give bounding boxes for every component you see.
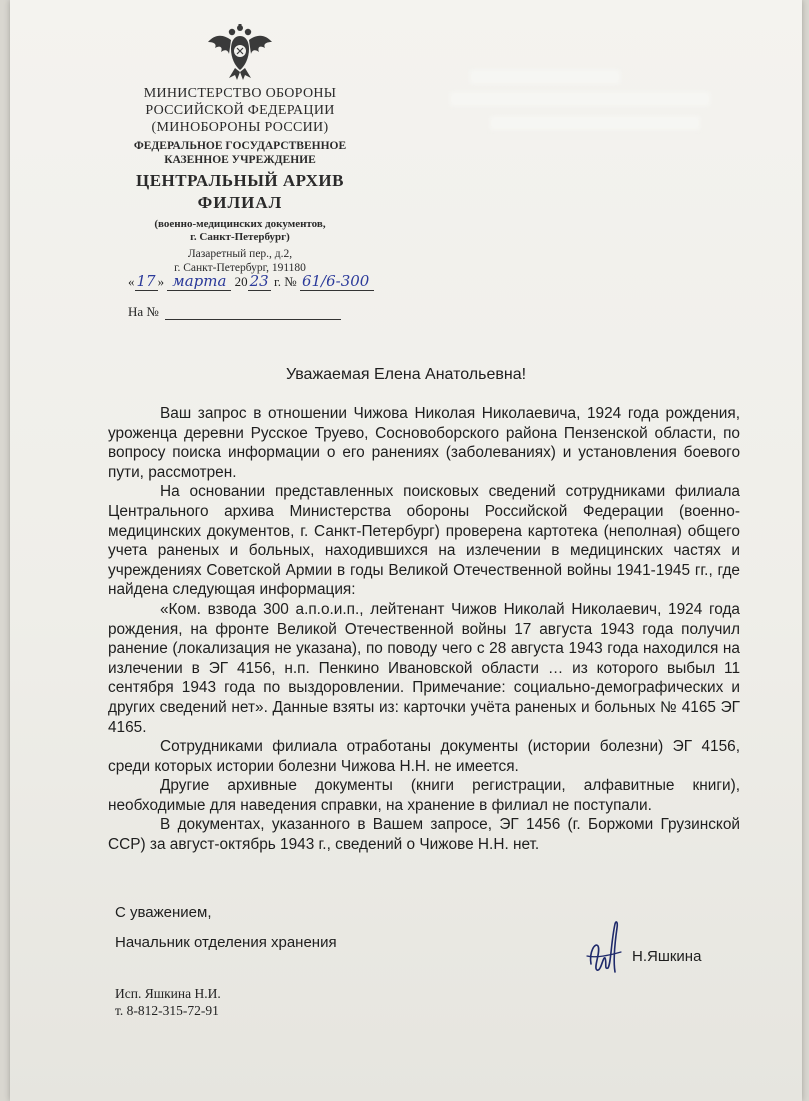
- outgoing-month: марта: [167, 272, 231, 291]
- paragraph-histories: Сотрудниками филиала отработаны документы (истории болезни) ЭГ 4156, среди которых истории болезни Чижова Н.Н. не имеется.: [108, 738, 740, 775]
- ministry-name: МИНИСТЕРСТВО ОБОРОНЫ: [143, 86, 337, 101]
- paragraph-quote: «Ком. взвода 300 а.п.о.и.п., лейтенант Чижов Николай Николаевич, 1924 года рождения, на фронте Великой Отечественной войны 17 августа 1943 года получил ранение (локализация не указана), по поводу чего с 28 августа 1943 года находился на излечении в ЭГ 4156, н.п. Пенкино Ивановской области … из которого выбыл 11 сентября 1943 года по выздоровлении. Примечание: социально-демографических и других сведений нет». Данные взяты из: карточки учёта раненых и больных № 4165 ЭГ 4165.: [108, 600, 740, 736]
- outgoing-year-suffix: 23: [249, 272, 269, 290]
- branch-name: ФИЛИАЛ: [197, 193, 283, 213]
- closing: С уважением,: [115, 904, 212, 921]
- paragraph-other-docs: Другие архивные документы (книги регистрации, алфавитные книги), необходимые для наведения справки, на хранение в филиал не поступали.: [108, 777, 740, 814]
- executor-name: Исп. Яшкина Н.И.: [115, 986, 221, 1001]
- signer-name: Н.Яшкина: [632, 948, 702, 965]
- paragraph-search: На основании представленных поисковых сведений сотрудниками филиала Центрального архива Министерства обороны Российской Федерации (военно-медицинских документов, г. Санкт-Петербург) проверена картотека (неполная) общего учета раненых и больных, находившихся на излечении в медицинских частях и учреждениях Советской Армии в годы Великой Отечественной войны 1941-1945 гг., где найдена следующая информация:: [108, 483, 740, 599]
- reference-blank: [165, 307, 341, 320]
- address-line2: г. Санкт-Петербург, 191180: [174, 261, 306, 274]
- outgoing-date-number: [128, 272, 374, 291]
- institution-type-line2: КАЗЕННОЕ УЧРЕЖДЕНИЕ: [164, 154, 316, 167]
- letter-body: [108, 404, 740, 855]
- ministry-name-line2: РОССИЙСКОЙ ФЕДЕРАЦИИ: [145, 102, 335, 118]
- archive-name: ЦЕНТРАЛЬНЫЙ АРХИВ: [135, 170, 344, 190]
- branch-detail: (военно-медицинских документов,: [154, 217, 326, 230]
- outgoing-year-prefix: 20: [234, 274, 248, 289]
- outgoing-number-label: г. №: [273, 274, 297, 289]
- greeting: Уважаемая Елена Анатольевна!: [285, 366, 527, 383]
- ministry-short-name: (МИНОБОРОНЫ РОССИИ): [151, 119, 329, 135]
- double-headed-eagle-emblem-icon: [205, 22, 275, 82]
- quote-open: «: [128, 274, 135, 289]
- reference-line: [128, 304, 341, 320]
- address: Лазаретный пер., д.2,: [187, 248, 293, 261]
- branch-detail-line2: г. Санкт-Петербург): [190, 230, 290, 243]
- paragraph-borjomi: В документах, указанного в Вашем запросе, ЭГ 1456 (г. Боржоми Грузинской ССР) за август-октябрь 1943 г., сведений о Чижове Н.Н. нет.: [108, 816, 740, 854]
- outgoing-day: 17: [136, 272, 156, 290]
- institution-type: ФЕДЕРАЛЬНОЕ ГОСУДАРСТВЕННОЕ: [133, 140, 347, 153]
- executor-phone: т. 8-812-315-72-91: [115, 1003, 219, 1018]
- redacted-recipient-block: [450, 70, 730, 142]
- paragraph-request: Ваш запрос в отношении Чижова Николая Николаевича, 1924 года рождения, уроженца деревни Русское Труево, Сосновоборского района Пензенской области, по вопросу поиска информации о его ранениях (заболеваниях) и установления боевого пути, рассмотрен.: [108, 405, 740, 481]
- handwritten-signature-icon: [585, 912, 627, 984]
- executor-block: [115, 985, 221, 1019]
- letterhead: [110, 22, 370, 276]
- outgoing-number: 61/6-300: [300, 272, 374, 291]
- quote-close: »: [157, 274, 165, 289]
- reference-label: На №: [128, 304, 159, 319]
- signer-position: Начальник отделения хранения: [115, 934, 337, 951]
